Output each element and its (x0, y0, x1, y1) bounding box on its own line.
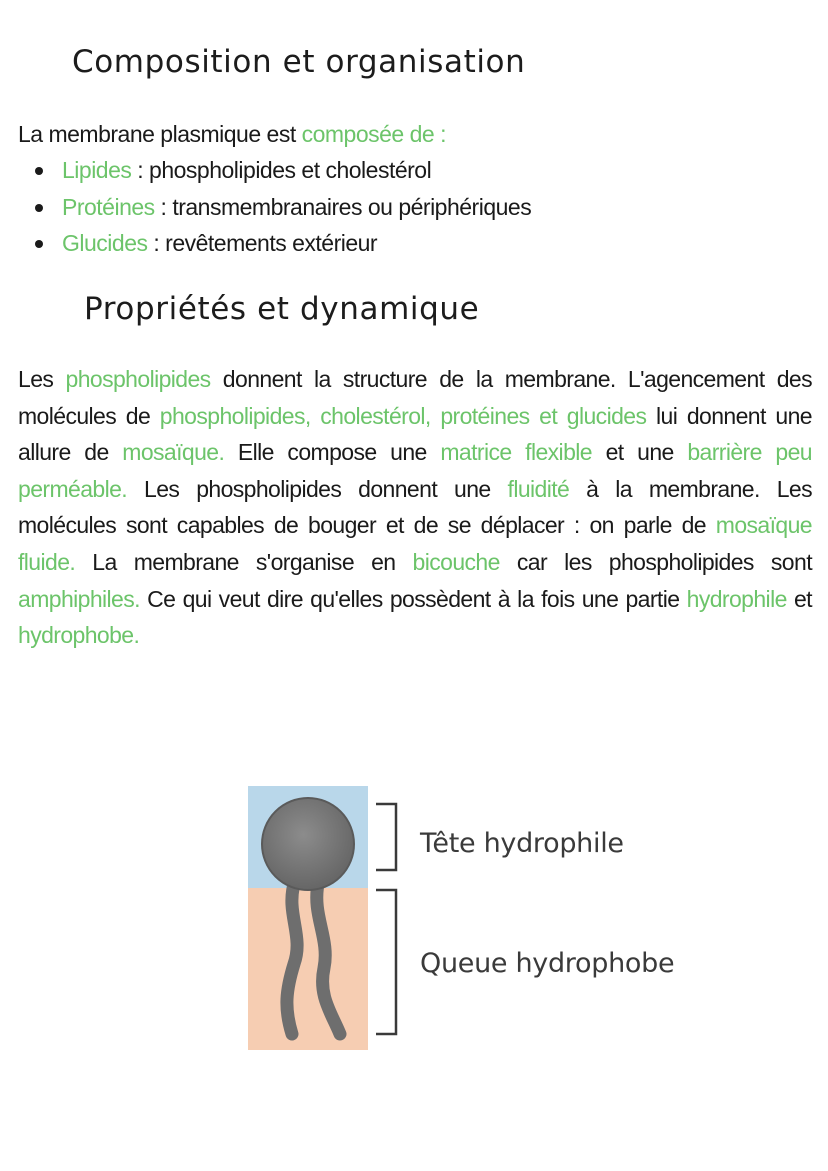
phospholipid-diagram (248, 786, 708, 1052)
section-title-composition: Composition et organisation (72, 44, 526, 80)
list-item-proteines (18, 189, 531, 226)
text-segment: à la membrane. Les molécules sont capables de bouger et de se déplacer : on parle de (18, 475, 812, 539)
list-description: : phospholipides et cholestérol (131, 157, 432, 183)
list-item-lipides (18, 152, 531, 189)
text-segment: donnent la structure de la membrane. L'agencement des molécules de (18, 366, 812, 429)
intro-text: La membrane plasmique est (18, 121, 302, 147)
intro-highlight: composée de : (301, 121, 446, 147)
intro-sentence (18, 116, 446, 152)
highlight-term: hydrophobe. (18, 622, 140, 649)
highlight-term: bicouche (412, 548, 500, 575)
head-label: Tête hydrophile (420, 828, 624, 859)
list-description: : transmembranaires ou périphériques (154, 193, 532, 220)
highlight-term: hydrophile (686, 585, 787, 612)
section-title-proprietes: Propriétés et dynamique (84, 291, 480, 327)
highlight-term: mosaïque. (122, 439, 225, 466)
text-segment: car les phospholipides sont (499, 548, 812, 575)
text-segment: et (786, 585, 812, 612)
text-segment: et une (591, 439, 688, 466)
list-term: Lipides (62, 157, 132, 183)
text-segment: Les phospholipides donnent une (127, 475, 508, 502)
text-segment: La membrane s'organise en (75, 548, 413, 575)
highlight-term: mosaïque fluide. (18, 512, 812, 575)
composition-list (18, 152, 531, 262)
text-segment: lui donnent une allure de (18, 402, 812, 466)
text-segment: Les (18, 366, 66, 392)
list-term: Glucides (62, 230, 148, 256)
highlight-term: fluidité (507, 475, 570, 502)
properties-paragraph (18, 361, 812, 654)
molecule-head (262, 798, 354, 890)
list-description: : revêtements extérieur (147, 230, 378, 256)
tail-label: Queue hydrophobe (420, 948, 675, 979)
tail-bracket (376, 890, 396, 1034)
highlight-term: phospholipides, cholestérol, protéines et glucides (159, 402, 647, 429)
highlight-term: matrice flexible (440, 439, 592, 466)
highlight-term: phospholipides (65, 366, 211, 392)
hydrophobic-zone (248, 888, 368, 1050)
highlight-term: amphiphiles. (18, 585, 140, 612)
text-segment: Elle compose une (224, 439, 441, 466)
text-segment: Ce qui veut dire qu'elles possèdent à la fois une partie (139, 585, 687, 612)
list-item-glucides (18, 225, 531, 262)
highlight-term: barrière peu perméable. (18, 439, 812, 502)
head-bracket (376, 804, 396, 870)
phospholipid-illustration (248, 786, 708, 1052)
list-term: Protéines (62, 193, 155, 220)
